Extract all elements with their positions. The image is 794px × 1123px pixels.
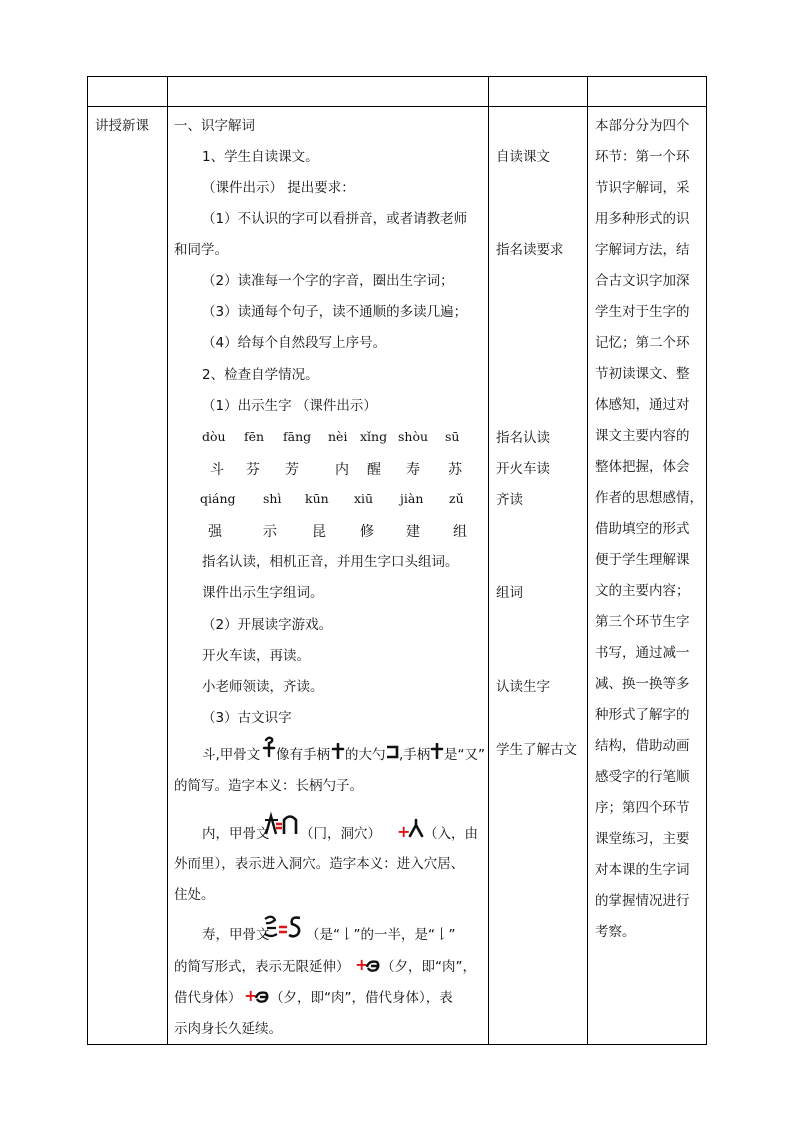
shou-text-b: （是“𠄌”的一半，是“𠄌” [306,927,456,943]
dou-text-c: 的大勺 [345,747,386,763]
shou-text-f: （夕，即“肉”，借代身体），表 [270,990,453,1006]
hanzi-item: 建 [406,524,420,540]
activity-item: 指名读要求 [496,242,564,258]
show-characters: （1）出示生字 （课件出示） [202,398,377,414]
nei-text-c: （入，由 [424,826,478,842]
activity-item: 自读课文 [496,149,550,165]
activity-item: 开火车读 [496,461,550,477]
note-line: 体感知，通过对 [595,397,690,413]
hanzi-item: 强 [208,524,222,540]
plus-sign-icon: + [397,822,411,841]
pinyin-item: qiáng [200,491,236,506]
dou-text-e: 是“又” [444,747,485,763]
hanzi-item: 示 [263,524,277,540]
dou-text-b: 像有手柄 [276,747,330,763]
table-col-divider-1 [167,76,168,1045]
note-line: 的掌握情况进行 [595,893,690,909]
note-line: 本部分分为四个 [595,118,690,134]
note-line: 字解词方法，结 [595,242,690,258]
pinyin-item: xiū [354,491,374,506]
table-border-top [87,76,707,77]
note-line: 减、换一换等多 [595,676,690,692]
oracle-nei-glyph [262,812,300,836]
pinyin-item: shòu [398,429,429,444]
note-line: 用多种形式的识 [595,211,690,227]
hanzi-item: 苏 [448,462,462,478]
table-border-left [87,76,88,1045]
note-line: 记忆；第二个环 [595,335,690,351]
little-teacher-reading: 小老师领读，齐读。 [202,679,324,695]
plus-sign-icon: + [355,955,369,974]
hanzi-item: 芳 [285,462,299,478]
note-line: 节识字解词，采 [595,180,690,196]
oracle-xi-glyph [365,958,381,974]
shou-text-d: （夕，即“肉”， [381,959,476,975]
table-col-divider-3 [587,76,588,1045]
pinyin-item: fāng [283,429,312,444]
nei-text-a: 内，甲骨文 [202,826,270,842]
ancient-characters-heading: （3）古文识字 [202,710,292,726]
oracle-ladle-glyph [385,744,399,760]
note-line: 序；第四个环节 [595,800,690,816]
requirement-1b: 和同学。 [174,242,228,258]
hanzi-item: 修 [360,524,374,540]
oracle-shou-glyph [262,914,306,940]
requirement-4: （4）给每个自然段写上序号。 [202,335,387,351]
train-reading: 开火车读，再读。 [202,648,310,664]
pinyin-item: xǐng [360,429,388,444]
pinyin-item: nèi [328,429,348,444]
pinyin-item: shì [263,491,282,506]
table-border-right [706,76,707,1045]
note-line: 第三个环节生字 [595,614,690,630]
heading-shizi-jieci: 一、识字解词 [174,118,255,134]
reading-game: （2）开展读字游戏。 [202,617,333,633]
note-line: 合古文识字加深 [595,273,690,289]
courseware-requirement: （课件出示） 提出要求： [202,180,355,196]
oracle-handle-glyph [430,743,444,759]
oracle-ru-glyph [408,818,424,838]
plus-sign-icon: + [244,986,258,1005]
note-line: 整体把握，体会 [595,459,690,475]
oracle-xi-glyph [254,989,270,1005]
note-line: 环节：第一个环 [595,149,690,165]
table-col-divider-2 [488,76,489,1045]
oracle-handle-glyph [331,743,345,759]
shou-text-c: 的简写形式，表示无限延伸） [174,959,350,975]
section-label: 讲授新课 [95,118,149,134]
step-1: 1、学生自读课文。 [202,149,319,165]
pinyin-item: fēn [244,429,265,444]
shou-text-a: 寿，甲骨文 [202,927,270,943]
table-row-divider [87,106,707,107]
pinyin-item: dòu [202,429,226,444]
requirement-2: （2）读准每一个字的字音，圈出生字词； [202,273,454,289]
pinyin-item: kūn [305,491,329,506]
hanzi-item: 昆 [312,524,326,540]
activity-item: 指名认读 [496,430,550,446]
shou-text-g: 示肉身长久延续。 [174,1021,282,1037]
dou-text-a: 斗,甲骨文 [202,747,261,763]
hanzi-item: 内 [335,462,349,478]
read-and-correct: 指名认读，相机正音，并用生字口头组词。 [202,554,459,570]
shou-text-e: 借代身体） [174,990,242,1006]
note-line: 结构，借助动画 [595,738,690,754]
requirement-1a: （1）不认识的字可以看拼音，或者请教老师 [202,211,468,227]
activity-item: 齐读 [496,492,523,508]
nei-text-b: （冂，洞穴） [300,826,381,842]
pinyin-item: sū [445,429,460,444]
activity-item: 学生了解古文 [496,742,577,758]
note-line: 借助填空的形式 [595,521,690,537]
step-2: 2、检查自学情况。 [202,367,319,383]
hanzi-item: 寿 [406,462,420,478]
note-line: 文的主要内容； [595,583,690,599]
note-line: 考察。 [595,924,636,940]
dou-text-f: 的简写。造字本义：长柄勺子。 [174,778,363,794]
hanzi-item: 组 [453,524,467,540]
hanzi-item: 斗 [210,462,224,478]
note-line: 节初读课文、整 [595,366,690,382]
requirement-3: （3）读通每个句子，读不通顺的多读几遍； [202,304,468,320]
note-line: 课文主要内容的 [595,428,690,444]
hanzi-item: 芬 [246,462,260,478]
note-line: 感受字的行笔顺 [595,769,690,785]
note-line: 学生对于生字的 [595,304,690,320]
nei-text-d: 外而里），表示进入洞穴。造字本义：进入穴居、 [174,856,465,872]
note-line: 对本课的生字词 [595,862,690,878]
note-line: 作者的思想感情， [595,490,703,506]
pinyin-item: zǔ [449,491,464,506]
pinyin-item: jiàn [400,491,424,506]
oracle-dou-glyph [262,736,276,758]
hanzi-item: 醒 [367,462,381,478]
note-line: 便于学生理解课 [595,552,690,568]
show-word-groups: 课件出示生字组词。 [202,585,324,601]
note-line: 种形式了解字的 [595,707,690,723]
note-line: 书写，通过减一 [595,645,690,661]
note-line: 课堂练习，主要 [595,831,690,847]
activity-item: 组词 [496,585,523,601]
activity-item: 认读生字 [496,679,550,695]
nei-text-e: 住处。 [174,887,215,903]
table-border-bottom [87,1044,707,1045]
dou-text-d: ,手柄 [399,747,431,763]
